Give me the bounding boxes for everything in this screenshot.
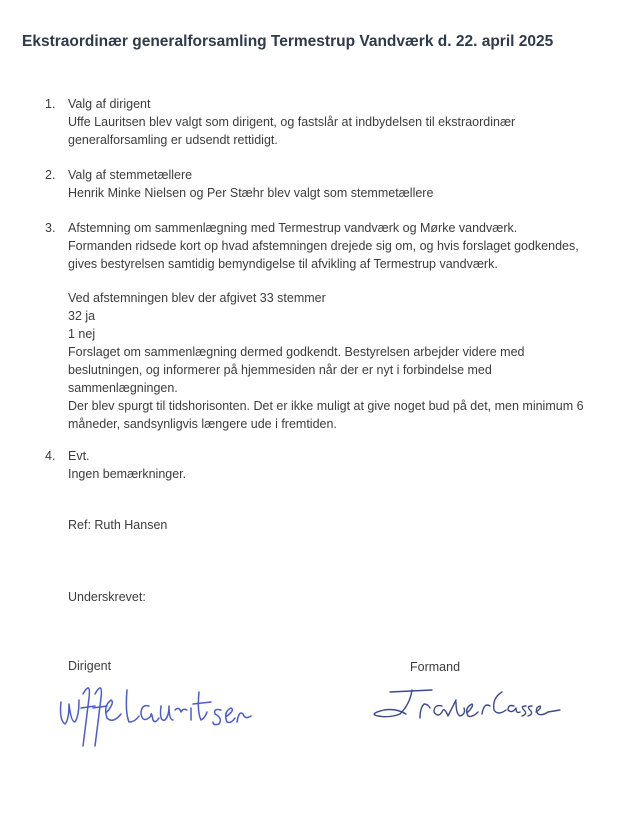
item-text-line: beslutningen, og informerer på hjemmesiden når der er nyt i forbindelse med — [68, 363, 492, 377]
dirigent-signature — [55, 672, 255, 752]
item-text-line: gives bestyrelsen samtidig bemyndigelse til afvikling af Termestrup vandværk. — [68, 257, 498, 271]
item-text-line: generalforsamling er udsendt rettidigt. — [68, 133, 278, 147]
item-text-line: Der blev spurgt til tidshorisonten. Det er ikke muligt at give noget bud på det, men minimum 6 — [68, 399, 584, 413]
item-text-line: sammenlægningen. — [68, 381, 178, 395]
item-text-line: Ingen bemærkninger. — [68, 467, 187, 481]
item-number: 4. — [45, 449, 56, 463]
item-number: 1. — [45, 97, 56, 111]
minutes-taker: Ref: Ruth Hansen — [68, 518, 168, 532]
item-text-line: Uffe Lauritsen blev valgt som dirigent, og fastslår at indbydelsen til ekstraordinær — [68, 115, 516, 129]
formand-label: Formand — [410, 660, 461, 674]
item-text-line: 1 nej — [68, 327, 96, 341]
item-text-line: Ved afstemningen blev der afgivet 33 stemmer — [68, 291, 326, 305]
item-number: 2. — [45, 168, 56, 182]
item-text-line: Formanden ridsede kort op hvad afstemningen drejede sig om, og hvis forslaget godkendes, — [68, 239, 579, 253]
formand-signature — [360, 678, 570, 738]
item-text-line: Forslaget om sammenlægning dermed godkendt. Bestyrelsen arbejder videre med — [68, 345, 525, 359]
document-title: Ekstraordinær generalforsamling Termestrup Vandværk d. 22. april 2025 — [22, 33, 554, 50]
signed-label: Underskrevet: — [68, 590, 146, 604]
item-number: 3. — [45, 221, 56, 235]
item-heading: Afstemning om sammenlægning med Termestrup vandværk og Mørke vandværk. — [68, 221, 518, 235]
item-heading: Valg af dirigent — [68, 97, 151, 111]
item-text-line: Henrik Minke Nielsen og Per Stæhr blev valgt som stemmetællere — [68, 186, 434, 200]
dirigent-label: Dirigent — [68, 659, 112, 673]
item-text-line: 32 ja — [68, 309, 96, 323]
item-heading: Evt. — [68, 449, 90, 463]
item-text-line: måneder, sandsynligvis længere ude i fremtiden. — [68, 417, 337, 431]
item-heading: Valg af stemmetællere — [68, 168, 193, 182]
